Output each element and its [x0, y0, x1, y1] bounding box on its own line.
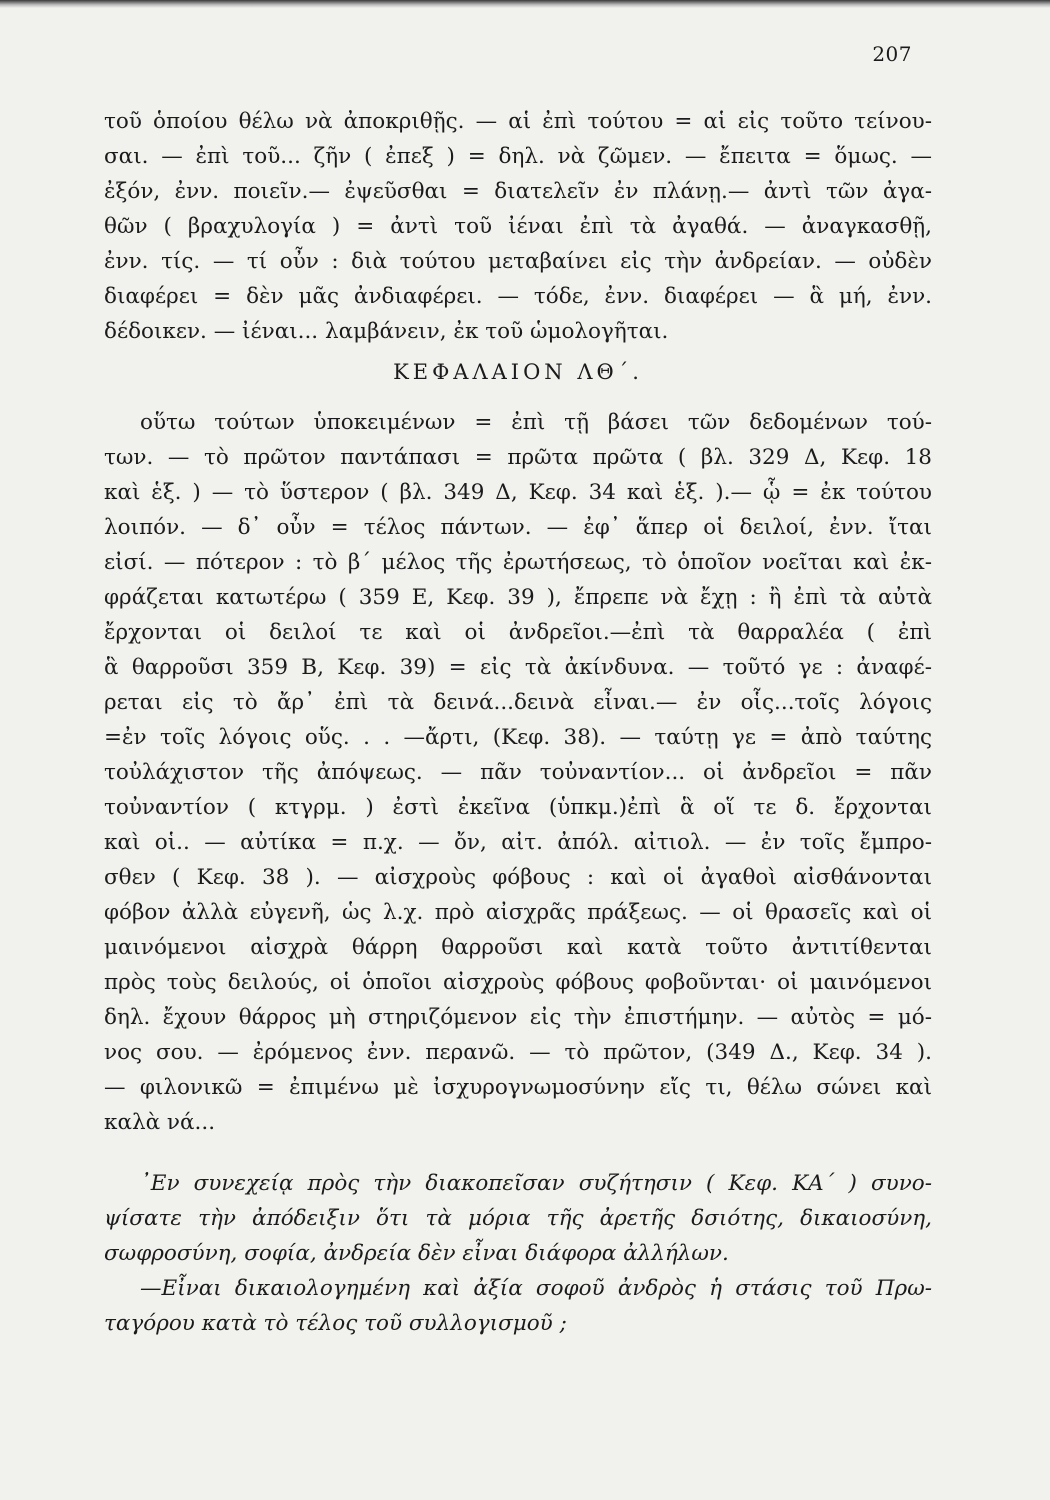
note-line: ἐνν. τίς. — τί οὖν : διὰ τούτου μεταβαίνει εἰς τὴν ἀνδρείαν. — οὐδὲν: [104, 249, 932, 274]
note-line: — φιλονικῶ = ἐπιμένω μὲ ἰσχυρογνωμοσύνην εἴς τι, θέλω σώνει καὶ: [104, 1075, 932, 1100]
note-line: φόβον ἀλλὰ εὐγενῆ, ὡς λ.χ. πρὸ αἰσχρᾶς πράξεως. — οἱ θρασεῖς καὶ οἱ: [104, 900, 932, 925]
note-line: των. — τὸ πρῶτον παντάπασι = πρῶτα πρῶτα ( βλ. 329 Δ, Κεφ. 18: [104, 445, 932, 470]
note-line: τοὐναντίον ( κτγρμ. ) ἐστὶ ἐκεῖνα (ὑπκμ.)ἐπὶ ἃ οἵ τε δ. ἔρχονται: [104, 795, 932, 820]
note-line: καὶ οἱ.. — αὐτίκα = π.χ. — ὄν, αἰτ. ἀπόλ. αἰτιολ. — ἐν τοῖς ἔμπρο-: [104, 830, 932, 855]
note-line: νος σου. — ἐρόμενος ἐνν. περανῶ. — τὸ πρῶτον, (349 Δ., Κεφ. 34 ).: [104, 1040, 932, 1065]
note-line: διαφέρει = δὲν μᾶς ἀνδιαφέρει. — τόδε, ἐνν. διαφέρει — ἃ μή, ἐνν.: [104, 284, 932, 309]
note-line: φράζεται κατωτέρω ( 359 Ε, Κεφ. 39 ), ἔπρεπε νὰ ἔχῃ : ἢ ἐπὶ τὰ αὐτὰ: [104, 585, 932, 610]
note-line: σαι. — ἐπὶ τοῦ... ζῆν ( ἐπεξ ) = δηλ. νὰ ζῶμεν. — ἔπειτα = ὅμως. —: [104, 144, 932, 169]
note-line: καὶ ἑξ. ) — τὸ ὕστερον ( βλ. 349 Δ, Κεφ. 34 καὶ ἑξ. ).— ᾧ = ἐκ τούτου: [104, 480, 932, 505]
note-line: ἔρχονται οἱ δειλοί τε καὶ οἱ ἀνδρεῖοι.—ἐπὶ τὰ θαρραλέα ( ἐπὶ: [104, 620, 932, 645]
question-line: ᾿Εν συνεχείᾳ πρὸς τὴν διακοπεῖσαν συζήτησιν ( Κεφ. ΚΑ΄ ) συνο-: [140, 1171, 932, 1196]
question-line: —Εἶναι δικαιολογημένη καὶ ἀξία σοφοῦ ἀνδρὸς ἡ στάσις τοῦ Πρω-: [140, 1276, 932, 1301]
review-questions: [104, 1166, 932, 1341]
question-line: ψίσατε τὴν ἀπόδειξιν ὅτι τὰ μόρια τῆς ἀρετῆς δσιότης, δικαιοσύνη,: [104, 1206, 932, 1231]
page-number: 207: [872, 42, 912, 66]
note-line: σθεν ( Κεφ. 38 ). — αἰσχροὺς φόβους : καὶ οἱ ἀγαθοὶ αἰσθάνονται: [104, 865, 932, 890]
note-line: δηλ. ἔχουν θάρρος μὴ στηριζόμενον εἰς τὴν ἐπιστήμην. — αὐτὸς = μό-: [104, 1005, 932, 1030]
note-line: ἃ θαρροῦσι 359 Β, Κεφ. 39) = εἰς τὰ ἀκίνδυνα. — τοῦτό γε : ἀναφέ-: [104, 655, 932, 680]
note-line: εἰσί. — πότερον : τὸ β΄ μέλος τῆς ἐρωτήσεως, τὸ ὁποῖον νοεῖται καὶ ἐκ-: [104, 550, 932, 575]
note-line: τοὐλάχιστον τῆς ἀπόψεως. — πᾶν τοὐναντίον... οἱ ἀνδρεῖοι = πᾶν: [104, 760, 932, 785]
scan-top-edge: [0, 0, 1050, 8]
note-line: πρὸς τοὺς δειλούς, οἱ ὁποῖοι αἰσχροὺς φόβους φοβοῦνται· οἱ μαινόμενοι: [104, 970, 932, 995]
note-line: ἐξόν, ἐνν. ποιεῖν.— ἐψεῦσθαι = διατελεῖν ἐν πλάνῃ.— ἀντὶ τῶν ἀγα-: [104, 179, 932, 204]
note-line: μαινόμενοι αἰσχρὰ θάρρη θαρροῦσι καὶ κατὰ τοῦτο ἀντιτίθενται: [104, 935, 932, 960]
note-line: θῶν ( βραχυλογία ) = ἀντὶ τοῦ ἰέναι ἐπὶ τὰ ἀγαθά. — ἀναγκασθῇ,: [104, 214, 932, 239]
note-line: οὕτω τούτων ὑποκειμένων = ἐπὶ τῇ βάσει τῶν δεδομένων τού-: [140, 410, 932, 435]
commentary-notes: [104, 104, 932, 1341]
note-line: τοῦ ὁποίου θέλω νὰ ἀποκριθῇς. — αἱ ἐπὶ τούτου = αἱ εἰς τοῦτο τείνου-: [104, 109, 932, 134]
note-line: καλὰ νά...: [104, 1110, 216, 1135]
note-line: λοιπόν. — δ᾽ οὖν = τέλος πάντων. — ἐφ᾽ ἅπερ οἱ δειλοί, ἐνν. ἴται: [104, 515, 932, 540]
note-line: ρεται εἰς τὸ ἄρ᾽ ἐπὶ τὰ δεινά...δεινὰ εἶναι.— ἐν οἷς...τοῖς λόγοις: [104, 690, 932, 715]
question-line: σωφροσύνη, σοφία, ἀνδρεία δὲν εἶναι διάφορα ἀλλήλων.: [104, 1241, 729, 1266]
note-line: δέδοικεν. — ἰέναι... λαμβάνειν, ἐκ τοῦ ὡμολογῆται.: [104, 319, 669, 344]
note-line: =ἐν τοῖς λόγοις οὕς. . . —ἄρτι, (Κεφ. 38). — ταύτῃ γε = ἀπὸ ταύτης: [104, 725, 932, 750]
question-line: ταγόρου κατὰ τὸ τέλος τοῦ συλλογισμοῦ ;: [104, 1311, 567, 1336]
chapter-heading: ΚΕΦΑΛΑΙΟΝ ΛΘ΄.: [393, 360, 643, 384]
